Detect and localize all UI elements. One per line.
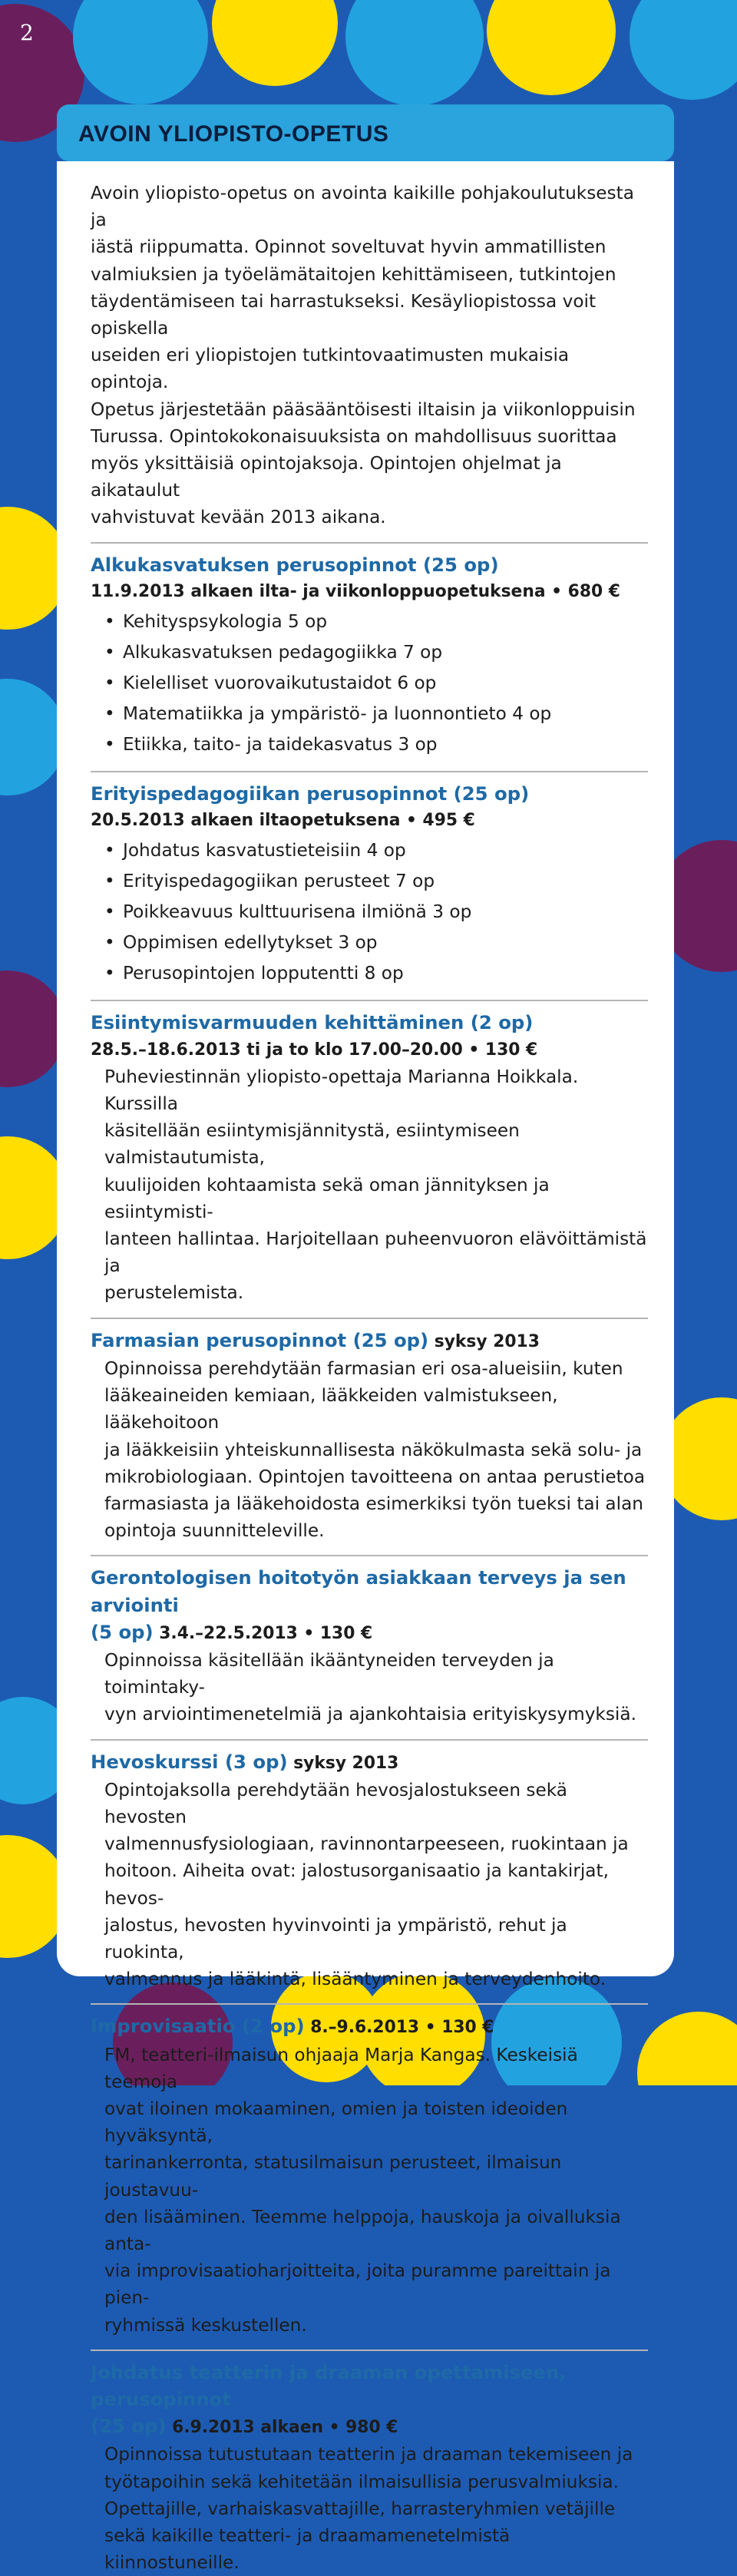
- section-description: [104, 1355, 648, 1544]
- list-item: [104, 668, 648, 699]
- section-title: [91, 1748, 648, 1777]
- course-section: [91, 2003, 648, 2338]
- intro-line: Avoin yliopisto-opetus on avointa kaikille pohjakoulutuksesta ja: [91, 183, 634, 231]
- section-title: [91, 1009, 648, 1036]
- section-title: [91, 1619, 648, 1647]
- description-line: Opinnoissa perehdytään farmasian eri osa-alueisiin, kuten: [104, 1357, 623, 1379]
- list-item-text: Alkukasvatuksen pedagogiikka 7 op: [123, 642, 443, 663]
- bullet-icon: •: [104, 611, 115, 633]
- section-title: [91, 2359, 648, 2412]
- description-line: valmennusfysiologiaan, ravinnontarpeeseen, ruokintaan ja: [104, 1834, 629, 1855]
- description-line: jalostus, hevosten hyvinvointi ja ympäristö, rehut ja ruokinta,: [104, 1914, 567, 1963]
- course-section: [91, 542, 648, 760]
- section-divider: [91, 1555, 648, 1556]
- page-title: AVOIN YLIOPISTO-OPETUS: [78, 121, 389, 147]
- description-line: Opinnoissa käsitellään ikääntyneiden terveyden ja toimintaky-: [104, 1649, 554, 1698]
- description-line: farmasiasta ja lääkehoidosta esimerkiksi työn tueksi tai alan: [104, 1493, 643, 1514]
- bullet-icon: •: [104, 673, 115, 694]
- description-line: käsitellään esiintymisjännitystä, esiintymiseen valmistautumista,: [104, 1120, 520, 1169]
- course-module-list: [91, 607, 648, 760]
- list-item-text: Poikkeavuus kulttuurisena ilmiönä 3 op: [123, 901, 472, 923]
- list-item-text: Etiikka, taito- ja taidekasvatus 3 op: [123, 734, 438, 756]
- description-line: perustelemista.: [104, 1282, 244, 1304]
- intro-line: Opetus järjestetään pääsääntöisesti iltaisin ja viikonloppuisin: [91, 398, 636, 420]
- description-line: vyn arviointimenetelmiä ja ajankohtaisia erityiskysymyksiä.: [104, 1704, 636, 1725]
- bullet-icon: •: [104, 734, 115, 756]
- section-divider: [91, 771, 648, 772]
- description-line: Puheviestinnän yliopisto-opettaja Marianna Hoikkala. Kurssilla: [104, 1066, 579, 1115]
- section-title-text: (5 op): [91, 1620, 154, 1643]
- course-module-list: [91, 835, 648, 989]
- decorative-dot: [637, 2012, 737, 2085]
- section-divider: [91, 2349, 648, 2351]
- description-line: mikrobiologiaan. Opintojen tavoitteena on antaa perustietoa: [104, 1466, 646, 1487]
- decorative-dot: [487, 0, 616, 95]
- intro-line: useiden eri yliopistojen tutkintovaatimusten mukaisia opintoja.: [91, 345, 570, 393]
- list-item-text: Kielelliset vuorovaikutustaidot 6 op: [123, 673, 437, 694]
- intro-line: myös yksittäisiä opintojaksoja. Opintojen ohjelmat ja aikataulut: [91, 453, 562, 501]
- section-title-text: Farmasian perusopinnot (25 op): [91, 1328, 429, 1351]
- intro-line: vahvistuvat kevään 2013 aikana.: [91, 507, 386, 528]
- description-line: työtapoihin sekä kehitetään ilmaisullisia perusvalmiuksia.: [104, 2471, 619, 2492]
- section-title: [91, 2412, 648, 2441]
- section-description: [104, 2441, 648, 2576]
- section-title-text: Erityispedagogiikan perusopinnot (25 op): [91, 782, 530, 805]
- section-date-price: syksy 2013: [428, 1331, 540, 1351]
- list-item-text: Erityispedagogiikan perusteet 7 op: [123, 871, 435, 892]
- section-title-text: Gerontologisen hoitotyön asiakkaan terveys ja sen arviointi: [91, 1566, 626, 1616]
- list-item: [104, 637, 648, 668]
- page-number: 2: [20, 20, 34, 45]
- bullet-icon: •: [104, 703, 115, 725]
- description-line: ovat iloinen mokaaminen, omien ja toisten ideoiden hyväksyntä,: [104, 2098, 568, 2147]
- section-schedule: 28.5.–18.6.2013 ti ja to klo 17.00–20.00 • 130 €: [91, 1040, 538, 1060]
- section-title-text: Johdatus teatterin ja draaman opettamiseen, perusopinnot: [91, 2360, 567, 2410]
- intro-line: iästä riippumatta. Opinnot soveltuvat hyvin ammatillisten: [91, 236, 606, 258]
- bullet-icon: •: [104, 963, 115, 984]
- section-title-text: Improvisaatio (2 op): [91, 2015, 305, 2038]
- list-item: [104, 607, 648, 637]
- description-line: opintoja suunnitteleville.: [104, 1520, 325, 1542]
- course-section: [91, 771, 648, 989]
- bullet-icon: •: [104, 932, 115, 954]
- description-line: sekä kaikille teatteri- ja draamamenetelmistä kiinnostuneille.: [104, 2525, 511, 2574]
- intro-line: täydentämiseen tai harrastukseksi. Kesäyliopistossa voit opiskella: [91, 290, 597, 339]
- section-title: [91, 1327, 648, 1355]
- description-line: Opinnoissa tutustutaan teatterin ja draaman tekemiseen ja: [104, 2444, 633, 2465]
- bullet-icon: •: [104, 642, 115, 663]
- list-item: [104, 866, 648, 897]
- description-line: lääkeaineiden kemiaan, lääkkeiden valmistukseen, lääkehoitoon: [104, 1385, 558, 1433]
- decorative-dot: [345, 0, 484, 106]
- list-item: [104, 958, 648, 989]
- bullet-icon: •: [104, 901, 115, 923]
- intro-paragraph: [91, 180, 648, 531]
- section-title-text: Esiintymisvarmuuden kehittäminen (2 op): [91, 1011, 534, 1034]
- list-item: [104, 699, 648, 729]
- section-divider: [91, 542, 648, 544]
- section-title: [91, 780, 648, 807]
- description-line: Opintojaksolla perehdytään hevosjalostukseen sekä hevosten: [104, 1779, 567, 1827]
- section-divider: [91, 1000, 648, 1001]
- description-line: kuulijoiden kohtaamista sekä oman jännityksen ja esiintymisti-: [104, 1174, 550, 1222]
- description-line: FM, teatteri-ilmaisun ohjaaja Marja Kangas. Keskeisiä teemoja: [104, 2044, 578, 2092]
- list-item-text: Matematiikka ja ympäristö- ja luonnontieto 4 op: [123, 703, 552, 725]
- list-item-text: Kehityspsykologia 5 op: [123, 611, 328, 633]
- section-title: [91, 551, 648, 578]
- section-title-text: (25 op): [91, 2415, 167, 2438]
- section-date-price: 3.4.–22.5.2013 • 130 €: [153, 1623, 373, 1643]
- description-line: via improvisaatioharjoitteita, joita puramme pareittain ja pien-: [104, 2260, 611, 2309]
- section-date-price: 8.–9.6.2013 • 130 €: [304, 2018, 494, 2038]
- section-title: [91, 2012, 648, 2041]
- section-description: [104, 1777, 648, 1993]
- section-divider: [91, 2003, 648, 2005]
- decorative-dot: [73, 0, 208, 104]
- bullet-icon: •: [104, 871, 115, 892]
- course-section: [91, 1555, 648, 1728]
- decorative-dot: [630, 0, 737, 100]
- content-card: [57, 161, 674, 2574]
- section-title-text: Hevoskurssi (3 op): [91, 1750, 288, 1773]
- description-line: den lisääminen. Teemme helppoja, hauskoja ja oivalluksia anta-: [104, 2206, 621, 2254]
- section-date-price: syksy 2013: [287, 1753, 399, 1773]
- description-line: Opettajille, varhaiskasvattajille, harrasteryhmien vetäjille: [104, 2498, 616, 2519]
- list-item: [104, 897, 648, 928]
- intro-line: Turussa. Opintokokonaisuuksista on mahdollisuus suorittaa: [91, 425, 617, 447]
- section-description: [104, 1647, 648, 1728]
- description-line: ja lääkkeisiin yhteiskunnallisesta näkökulmasta sekä solu- ja: [104, 1439, 643, 1460]
- section-title: [91, 1564, 648, 1618]
- list-item-text: Oppimisen edellytykset 3 op: [123, 932, 378, 954]
- decorative-dot: [212, 0, 338, 86]
- section-schedule: 11.9.2013 alkaen ilta- ja viikonloppuopetuksena • 680 €: [91, 581, 620, 601]
- section-date-price: 6.9.2013 alkaen • 980 €: [166, 2418, 398, 2438]
- course-section: [91, 1318, 648, 1545]
- section-title-text: Alkukasvatuksen perusopinnot (25 op): [91, 553, 499, 576]
- list-item: [104, 835, 648, 866]
- course-section: [91, 1739, 648, 1993]
- course-sections: [91, 542, 648, 2576]
- list-item-text: Perusopintojen lopputentti 8 op: [123, 963, 404, 984]
- intro-line: valmiuksien ja työelämätaitojen kehittämiseen, tutkintojen: [91, 263, 616, 285]
- course-section: [91, 2349, 648, 2576]
- list-item: [104, 928, 648, 958]
- section-schedule: 20.5.2013 alkaen iltaopetuksena • 495 €: [91, 811, 475, 831]
- description-line: lanteen hallintaa. Harjoitellaan puheenvuoron elävöittämistä ja: [104, 1228, 647, 1277]
- title-bar: [57, 104, 674, 161]
- description-line: hoitoon. Aiheita ovat: jalostusorganisaatio ja kantakirjat, hevos-: [104, 1860, 609, 1909]
- course-section: [91, 1000, 648, 1306]
- description-line: valmennus ja lääkintä, lisääntyminen ja terveydenhoito.: [104, 1969, 606, 1990]
- list-item-text: Johdatus kasvatustieteisiin 4 op: [123, 840, 406, 861]
- description-line: tarinankerronta, statusilmaisun perusteet, ilmaisun joustavuu-: [104, 2152, 562, 2201]
- bullet-icon: •: [104, 840, 115, 861]
- description-line: ryhmissä keskustellen.: [104, 2314, 307, 2336]
- list-item: [104, 729, 648, 760]
- section-divider: [91, 1739, 648, 1741]
- section-description: [104, 2042, 648, 2339]
- section-divider: [91, 1318, 648, 1319]
- section-description: [104, 1063, 648, 1307]
